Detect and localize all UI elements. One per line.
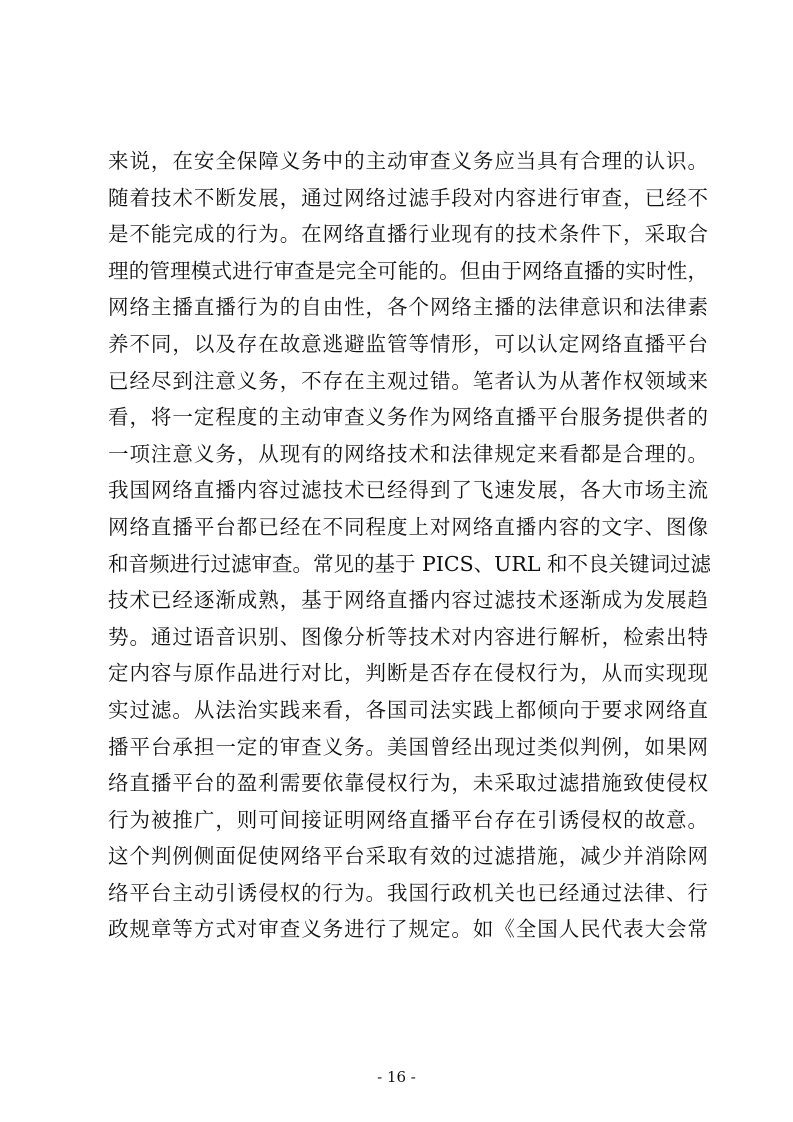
text-line: 势。通过语音识别、图像分析等技术对内容进行解析，检索出特	[108, 624, 708, 649]
text-line: 养不同，以及存在故意逃避监管等情形，可以认定网络直播平台	[108, 331, 708, 356]
text-line: 定内容与原作品进行对比，判断是否存在侵权行为，从而实现现	[108, 661, 708, 686]
text-line: 来说，在安全保障义务中的主动审查义务应当具有合理的认识。	[108, 149, 708, 173]
text-line: 行为被推广，则可间接证明网络直播平台存在引诱侵权的故意。	[108, 807, 708, 832]
body-paragraph	[108, 143, 711, 948]
text-line: 理的管理模式进行审查是完全可能的。但由于网络直播的实时性，	[108, 258, 708, 283]
page-number: - 16 -	[377, 1068, 416, 1086]
text-line: 看，将一定程度的主动审查义务作为网络直播平台服务提供者的	[108, 405, 708, 430]
text-line: 一项注意义务，从现有的网络技术和法律规定来看都是合理的。	[108, 441, 708, 466]
text-line: 播平台承担一定的审查义务。美国曾经出现过类似判例，如果网	[108, 734, 708, 759]
text-line: 随着技术不断发展，通过网络过滤手段对内容进行审查，已经不	[108, 185, 708, 210]
text-line: 这个判例侧面促使网络平台采取有效的过滤措施，减少并消除网	[108, 844, 708, 869]
text-line: 网络直播平台都已经在不同程度上对网络直播内容的文字、图像	[108, 514, 708, 539]
text-line: 实过滤。从法治实践来看，各国司法实践上都倾向于要求网络直	[108, 697, 708, 722]
text-line: 是不能完成的行为。在网络直播行业现有的技术条件下，采取合	[108, 222, 708, 247]
text-line: 技术已经逐渐成熟，基于网络直播内容过滤技术逐渐成为发展趋	[108, 588, 708, 613]
text-line: 络平台主动引诱侵权的行为。我国行政机关也已经通过法律、行	[108, 880, 708, 905]
text-line: 网络主播直播行为的自由性，各个网络主播的法律意识和法律素	[108, 295, 708, 320]
text-line: 政规章等方式对审查义务进行了规定。如《全国人民代表大会常	[108, 917, 708, 942]
text-line: 我国网络直播内容过滤技术已经得到了飞速发展，各大市场主流	[108, 478, 708, 503]
text-line: 络直播平台的盈利需要依靠侵权行为，未采取过滤措施致使侵权	[108, 771, 708, 796]
text-line: 和音频进行过滤审查。常见的基于 PICS、URL 和不良关键词过滤	[108, 551, 711, 576]
text-line: 已经尽到注意义务，不存在主观过错。笔者认为从著作权领域来	[108, 368, 708, 393]
